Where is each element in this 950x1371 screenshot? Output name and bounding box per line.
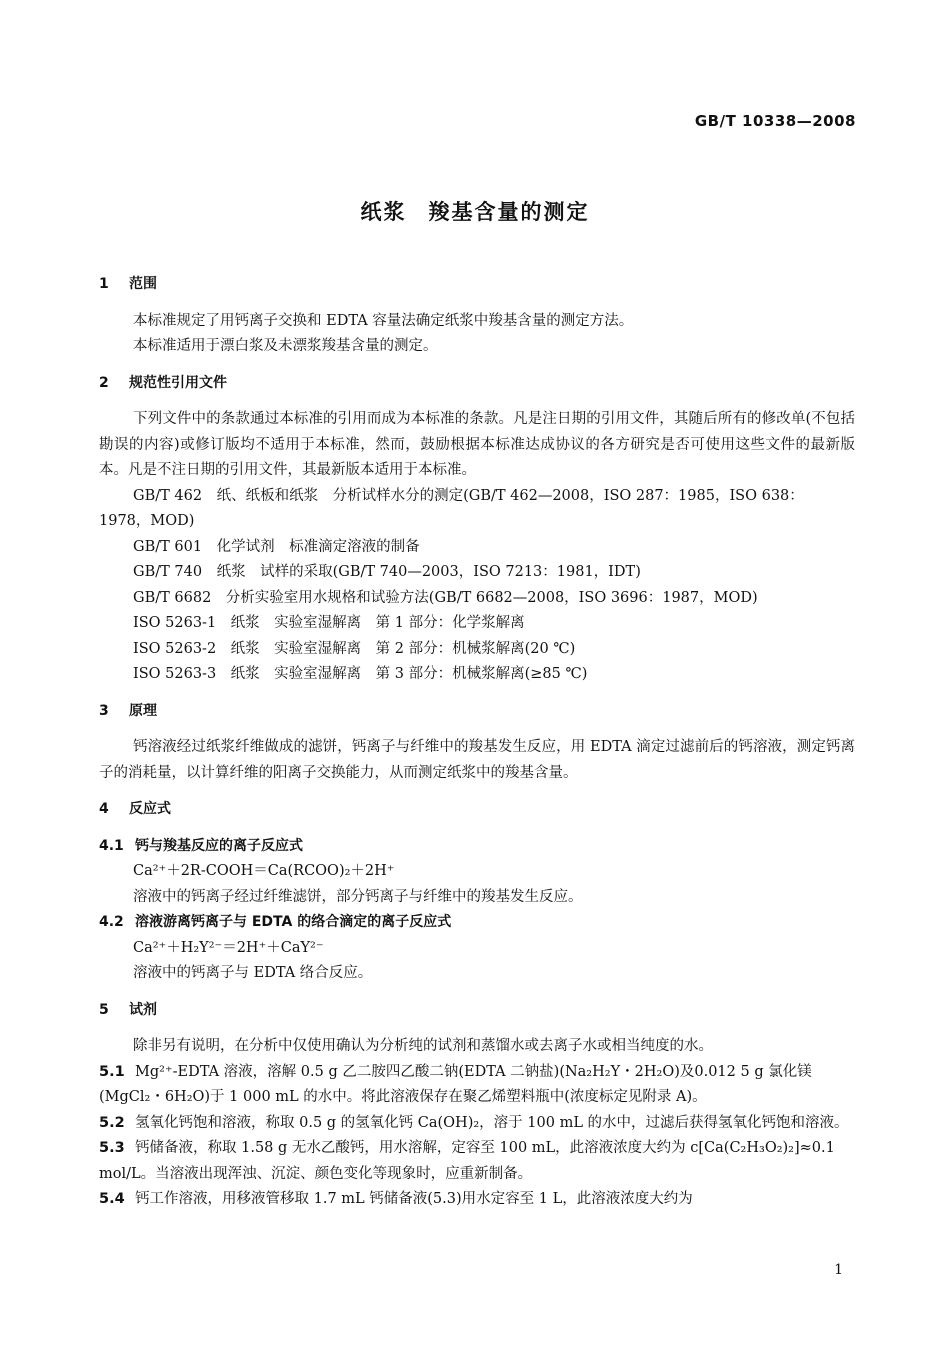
paragraph: 钙溶液经过纸浆纤维做成的滤饼，钙离子与纤维中的羧基发生反应，用 EDTA 滴定过滤前后的钙溶液，测定钙离子的消耗量，以计算纤维的阳离子交换能力，从而测定纸浆中的羧基含量。 (99, 739, 855, 781)
paragraph: 本标准规定了用钙离子交换和 EDTA 容量法确定纸浆中羧基含量的测定方法。 (133, 312, 634, 329)
reference-item: ISO 5263-3 纸浆 实验室湿解离 第 3 部分：机械浆解离(≥85 ℃) (133, 666, 588, 682)
title-part2: 羧基含量的测定 (428, 200, 590, 224)
title-part1: 纸浆 (360, 200, 407, 224)
section-heading-3: 3 原理 (99, 702, 157, 719)
page-title (0, 196, 950, 226)
reference-item: GB/T 601 化学试剂 标准滴定溶液的制备 (133, 538, 420, 555)
subsection-heading-4-2: 4.2 溶液游离钙离子与 EDTA 的络合滴定的离子反应式 (99, 914, 452, 930)
section-heading-4: 4 反应式 (99, 801, 171, 817)
reagent-item: 5.3 钙储备液，称取 1.58 g 无水乙酸钙，用水溶解，定容至 100 mL，此溶液浓度大约为 c[Ca(C₂H₃O₂)₂]≈0.1 mol/L。当溶液出现浑浊、沉淀、颜色变化等现象时，应重新制备。 (99, 1140, 835, 1182)
reagent-item: 5.2 氢氧化钙饱和溶液，称取 0.5 g 的氢氧化钙 Ca(OH)₂，溶于 100 mL 的水中，过滤后获得氢氧化钙饱和溶液。 (99, 1114, 849, 1131)
subsection-heading-4-1: 4.1 钙与羧基反应的离子反应式 (99, 837, 303, 854)
equation: Ca²⁺＋2R-COOH＝Ca(RCOO)₂＋2H⁺ (133, 863, 395, 879)
reference-item: ISO 5263-2 纸浆 实验室湿解离 第 2 部分：机械浆解离(20 ℃) (133, 640, 576, 657)
reference-item: GB/T 462 纸、纸板和纸浆 分析试样水分的测定(GB/T 462—2008，ISO 287：1985，ISO 638： 1978，MOD) (99, 487, 804, 529)
standard-number: GB/T 10338—2008 (694, 112, 856, 130)
section-heading-2: 2 规范性引用文件 (99, 374, 227, 391)
reference-item: GB/T 6682 分析实验室用水规格和试验方法(GB/T 6682—2008，ISO 3696：1987，MOD) (133, 589, 758, 606)
equation: Ca²⁺＋H₂Y²⁻＝2H⁺＋CaY²⁻ (133, 939, 324, 956)
page-number: 1 (834, 1262, 843, 1278)
paragraph: 除非另有说明，在分析中仅使用确认为分析纯的试剂和蒸馏水或去离子水或相当纯度的水。 (133, 1038, 713, 1054)
paragraph: 下列文件中的条款通过本标准的引用而成为本标准的条款。凡是注日期的引用文件，其随后所有的修改单(不包括勘误的内容)或修订版均不适用于本标准，然而，鼓励根据本标准达成协议的各方研究是否可使用这些文件的最新版本。凡是不注日期的引用文件，其最新版本适用于本标准。 (99, 411, 855, 478)
reagent-item: 5.1 Mg²⁺-EDTA 溶液，溶解 0.5 g 乙二胺四乙酸二钠(EDTA 二钠盐)(Na₂H₂Y・2H₂O)及0.012 5 g 氯化镁(MgCl₂・6H₂O)于 1 000 mL 的水中。将此溶液保存在聚乙烯塑料瓶中(浓度标定见附录 A)。 (99, 1063, 812, 1105)
section-heading-5: 5 试剂 (99, 1001, 157, 1018)
paragraph: 本标准适用于漂白浆及未漂浆羧基含量的测定。 (133, 338, 438, 354)
reagent-item: 5.4 钙工作溶液，用移液管移取 1.7 mL 钙储备液(5.3)用水定容至 1 L，此溶液浓度大约为 (99, 1191, 693, 1207)
paragraph: 溶液中的钙离子经过纤维滤饼，部分钙离子与纤维中的羧基发生反应。 (133, 888, 583, 905)
paragraph: 溶液中的钙离子与 EDTA 络合反应。 (133, 965, 373, 981)
reference-item: GB/T 740 纸浆 试样的采取(GB/T 740—2003，ISO 7213：1981，IDT) (133, 564, 641, 580)
section-heading-1: 1 范围 (99, 276, 157, 292)
document-body (99, 272, 855, 1213)
reference-item: ISO 5263-1 纸浆 实验室湿解离 第 1 部分：化学浆解离 (133, 615, 525, 631)
